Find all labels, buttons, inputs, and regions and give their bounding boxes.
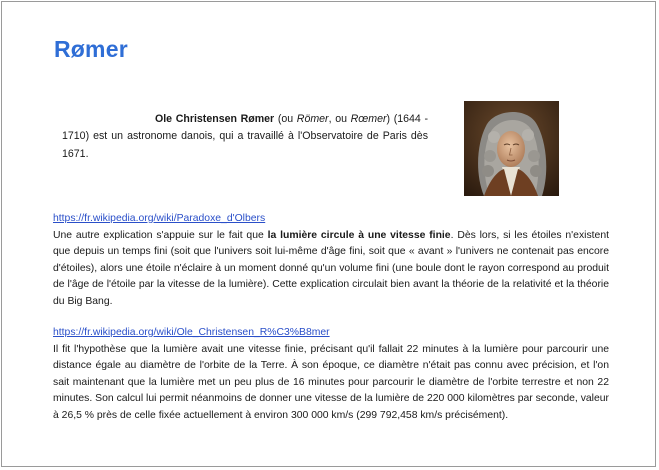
section-olbers xyxy=(53,211,609,311)
olbers-paragraph xyxy=(53,228,609,311)
section-romer xyxy=(53,325,609,425)
intro-alt-name-1: Römer xyxy=(296,113,329,125)
intro-text-1: (ou xyxy=(274,113,297,125)
romer-link[interactable]: https://fr.wikipedia.org/wiki/Ole_Christensen_R%C3%B8mer xyxy=(53,327,330,338)
intro-alt-name-2: Rœmer xyxy=(350,113,387,125)
portrait-image xyxy=(464,101,559,196)
slide xyxy=(1,1,656,467)
olbers-link[interactable]: https://fr.wikipedia.org/wiki/Paradoxe_d'Olbers xyxy=(53,213,266,224)
romer-paragraph: Il fit l'hypothèse que la lumière avait une vitesse finie, précisant qu'il fallait 22 minutes à la lumière pour parcourir une distance égale au diamètre de l'orbite de la Terre. À son époque, ce diamètre n'était pas connu avec précision, et l'on sait maintenant que la lumière met un peu plus de 16 minutes pour parcourir le diamètre de l'orbite terrestre et non 22 minutes. Son calcul lui permit néanmoins de donner une vitesse de la lumière de 220 000 kilomètres par seconde, valeur à 26,5 % près de celle fixée actuellement à environ 300 000 km/s (299 792,458 km/s précisément). xyxy=(53,343,609,421)
intro-name: Ole Christensen Rømer xyxy=(155,113,275,125)
page-title: Rømer xyxy=(54,36,128,62)
intro-text-3: ) (1644 - 1710) est un astronome danois, qui a travaillé à l'Observatoire de Paris dès 1671. xyxy=(62,113,429,160)
olbers-text-after: . Dès lors, si les étoiles n'existent que depuis un temps fini (soit que l'univers soit lui-même d'âge fini, soit que « avant » l'univers ne contenait pas encore d'étoiles), alors une étoile n'éclaire à un moment donné qu'un volume fini (une boule dont le rayon correspond au produit de l'âge de l'étoile par la vitesse de la lumière). Cette explication circulait bien avant la théorie de la relativité et la théorie du Big Bang. xyxy=(53,229,609,307)
intro-text-2: , ou xyxy=(328,113,351,125)
olbers-text-before: Une autre explication s'appuie sur le fait que xyxy=(53,229,268,241)
olbers-text-bold: la lumière circule à une vitesse finie xyxy=(267,229,451,241)
intro-paragraph xyxy=(62,111,428,163)
